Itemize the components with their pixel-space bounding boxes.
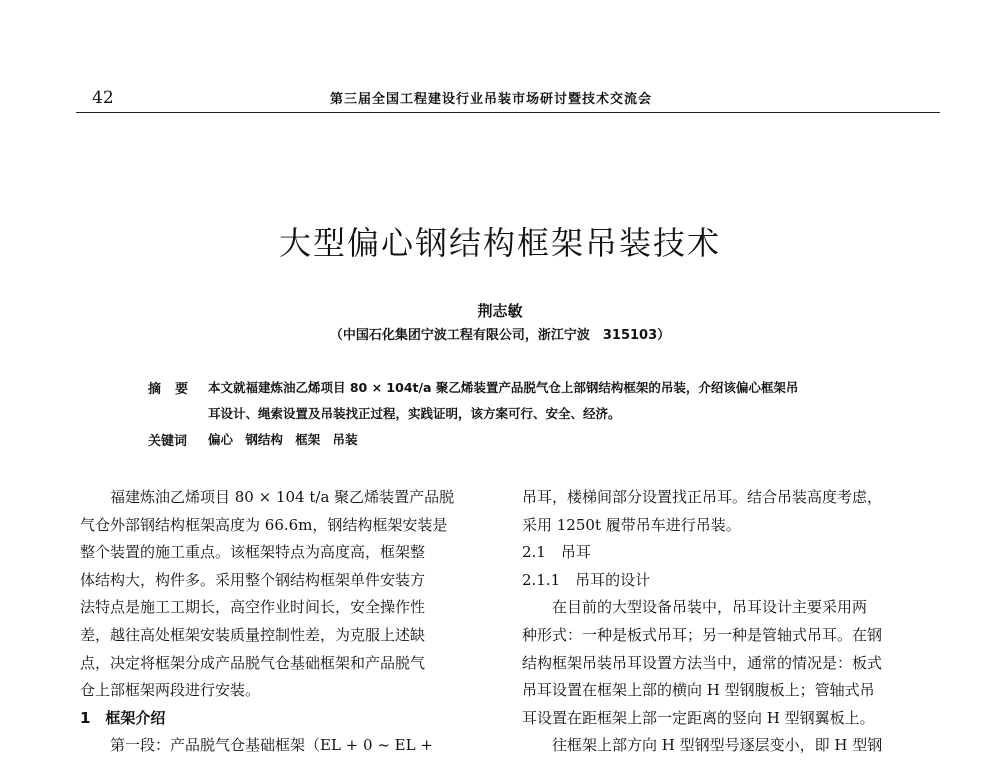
body-line: 耳设置在距框架上部一定距离的竖向 H 型钢翼板上。 xyxy=(522,708,875,727)
paper-title: 大型偏心钢结构框架吊装技术 xyxy=(278,224,721,262)
keywords-list: 偏心 钢结构 框架 吊装 xyxy=(208,432,358,447)
body-line: 在目前的大型设备吊装中，吊耳设计主要采用两 xyxy=(552,598,868,617)
body-line: 采用 1250t 履带吊车进行吊装。 xyxy=(522,515,741,534)
author: 荆志敏 xyxy=(477,302,523,320)
abstract-line: 本文就福建炼油乙烯项目 80 × 104t/a 聚乙烯装置产品脱气仓上部钢结构框架的吊装，介绍该偏心框架吊 xyxy=(208,380,799,395)
body-line: 差，越往高处框架安装质量控制性差，为克服上述缺 xyxy=(80,625,426,644)
body-line: 结构框架吊装吊耳设置方法当中，通常的情况是：板式 xyxy=(522,653,883,672)
body-line: 福建炼油乙烯项目 80 × 104 t/a 聚乙烯装置产品脱 xyxy=(110,488,455,506)
keywords-label: 关键词 xyxy=(148,434,188,449)
body-line: 吊耳，楼梯间部分设置找正吊耳。结合吊装高度考虑， xyxy=(522,488,883,506)
body-line: 体结构大，构件多。采用整个钢结构框架单件安装方 xyxy=(80,570,426,589)
abstract-line: 耳设计、绳索设置及吊装找正过程，实践证明，该方案可行、安全、经济。 xyxy=(208,406,621,421)
affiliation: （中国石化集团宁波工程有限公司，浙江宁波 315103） xyxy=(329,328,671,343)
right-column xyxy=(522,484,942,760)
subsection-heading: 2.1 吊耳 xyxy=(522,543,591,562)
body-line: 法特点是施工工期长，高空作业时间长，安全操作性 xyxy=(80,598,426,617)
body-line: 点，决定将框架分成产品脱气仓基础框架和产品脱气 xyxy=(80,653,426,672)
body-line: 往框架上部方向 H 型钢型号逐层变小，即 H 型钢 xyxy=(552,736,883,755)
body-line: 气仓外部钢结构框架高度为 66.6m，钢结构框架安装是 xyxy=(80,515,448,534)
body-line: 吊耳设置在框架上部的横向 H 型钢腹板上；管轴式吊 xyxy=(522,681,875,700)
body-line: 整个装置的施工重点。该框架特点为高度高，框架整 xyxy=(80,543,426,562)
left-column xyxy=(80,484,490,760)
body-line: 仓上部框架两段进行安装。 xyxy=(80,681,261,700)
running-title: 第三届全国工程建设行业吊装市场研讨暨技术交流会 xyxy=(330,92,653,107)
page-number: 42 xyxy=(92,88,114,108)
section-heading: 1 框架介绍 xyxy=(80,708,166,727)
subsection-heading: 2.1.1 吊耳的设计 xyxy=(522,570,651,589)
body-line: 第一段：产品脱气仓基础框架（EL + 0 ~ EL + xyxy=(110,736,433,755)
body-line: 种形式：一种是板式吊耳；另一种是管轴式吊耳。在钢 xyxy=(522,625,883,644)
abstract-label: 摘要 xyxy=(148,382,203,397)
header-rule xyxy=(76,112,940,113)
